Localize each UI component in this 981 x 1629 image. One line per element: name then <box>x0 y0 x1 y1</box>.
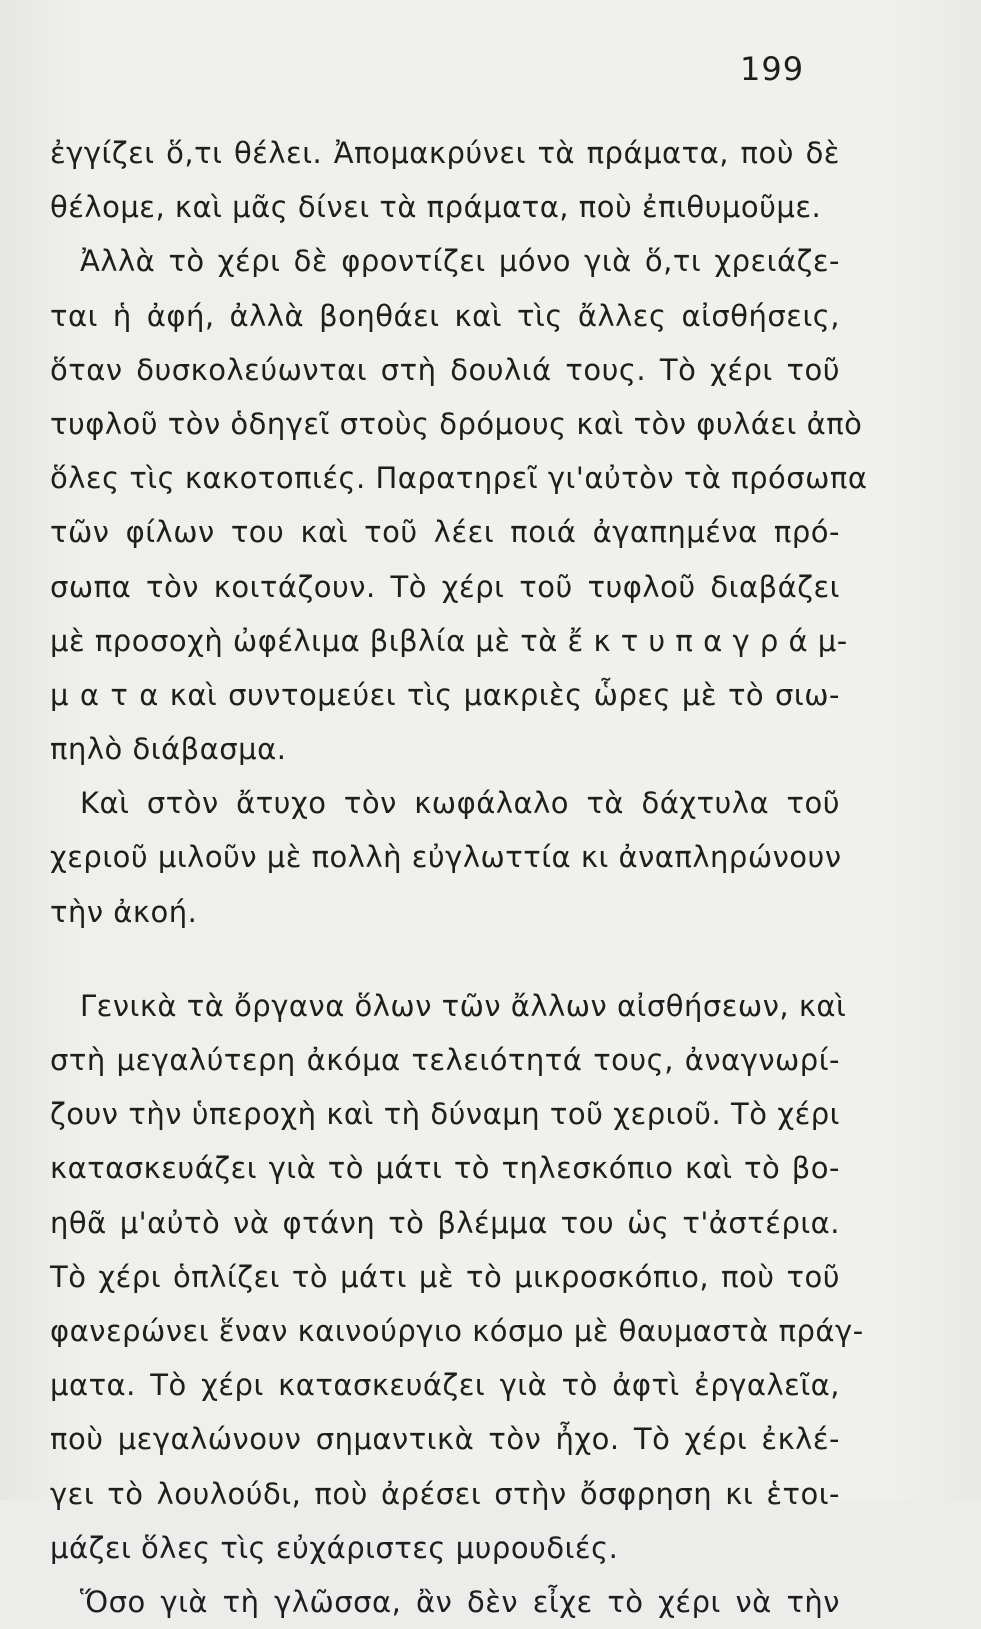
text-line: φανερώνει ἕναν καινούργιο κόσμο μὲ θαυμαστὰ πράγ- <box>50 1313 864 1348</box>
paragraph-start-line: Ὅσο γιὰ τὴ γλῶσσα, ἂν δὲν εἶχε τὸ χέρι νὰ τὴν <box>80 1584 840 1619</box>
text-line: ηθᾶ μ'αὐτὸ νὰ φτάνη τὸ βλέμμα του ὡς τ'ἀστέρια. <box>50 1205 840 1240</box>
text-line: γει τὸ λουλούδι, ποὺ ἀρέσει στὴν ὄσφρηση κι ἑτοι- <box>50 1476 840 1511</box>
text-line: θέλομε, καὶ μᾶς δίνει τὰ πράματα, ποὺ ἐπιθυμοῦμε. <box>50 190 822 225</box>
text-line: τῶν φίλων του καὶ τοῦ λέει ποιά ἀγαπημένα πρό- <box>50 515 840 550</box>
paragraph-gap <box>50 939 850 979</box>
text-line: ὅλες τὶς κακοτοπιές. Παρατηρεῖ γι'αὐτὸν τὰ πρόσωπα <box>50 461 868 496</box>
body-text <box>50 126 868 1629</box>
text-line: κατασκευάζει γιὰ τὸ μάτι τὸ τηλεσκόπιο καὶ τὸ βο- <box>50 1151 840 1186</box>
text-line: σωπα τὸν κοιτάζουν. Τὸ χέρι τοῦ τυφλοῦ διαβάζει <box>50 569 840 604</box>
text-line: ἐγγίζει ὅ,τι θέλει. Ἀπομακρύνει τὰ πράματα, ποὺ δὲ <box>50 136 840 170</box>
text-line: μὲ προσοχὴ ὠφέλιμα βιβλία μὲ τὰ ἔ κ τ υ π α γ ρ ά μ- <box>50 623 848 658</box>
text-line: χεριοῦ μιλοῦν μὲ πολλὴ εὐγλωττία κι ἀναπληρώνουν <box>50 840 842 875</box>
text-line: τὴν ἀκοή. <box>50 894 198 929</box>
text-line: ται ἡ ἀφή, ἀλλὰ βοηθάει καὶ τὶς ἄλλες αἰσθήσεις, <box>50 298 840 333</box>
text-line: μάζει ὅλες τὶς εὐχάριστες μυρουδιές. <box>50 1530 619 1565</box>
text-line: ματα. Τὸ χέρι κατασκευάζει γιὰ τὸ ἀφτὶ ἐργαλεῖα, <box>50 1368 840 1403</box>
text-line: πηλὸ διάβασμα. <box>50 732 287 767</box>
paragraph-start-line: Ἀλλὰ τὸ χέρι δὲ φροντίζει μόνο γιὰ ὅ,τι χρειάζε- <box>80 244 840 279</box>
page-number: 199 <box>740 50 805 88</box>
text-line: ζουν τὴν ὑπεροχὴ καὶ τὴ δύναμη τοῦ χεριοῦ. Τὸ χέρι <box>50 1097 840 1132</box>
paragraph-start-line: Γενικὰ τὰ ὄργανα ὅλων τῶν ἄλλων αἰσθήσεων, καὶ <box>80 988 847 1023</box>
text-line: τυφλοῦ τὸν ὁδηγεῖ στοὺς δρόμους καὶ τὸν φυλάει ἀπὸ <box>50 406 863 441</box>
paragraph-start-line: Καὶ στὸν ἄτυχο τὸν κωφάλαλο τὰ δάχτυλα τοῦ <box>80 786 840 821</box>
text-line: ποὺ μεγαλώνουν σημαντικὰ τὸν ἦχο. Τὸ χέρι ἐκλέ- <box>50 1422 840 1457</box>
text-line: ὅταν δυσκολεύωνται στὴ δουλιά τους. Τὸ χέρι τοῦ <box>50 352 840 387</box>
text-line: στὴ μεγαλύτερη ἀκόμα τελειότητά τους, ἀναγνωρί- <box>50 1043 840 1077</box>
text-line: μ α τ α καὶ συντομεύει τὶς μακριὲς ὧρες μὲ τὸ σιω- <box>50 677 840 712</box>
text-line: Τὸ χέρι ὁπλίζει τὸ μάτι μὲ τὸ μικροσκόπιο, ποὺ τοῦ <box>50 1259 840 1294</box>
